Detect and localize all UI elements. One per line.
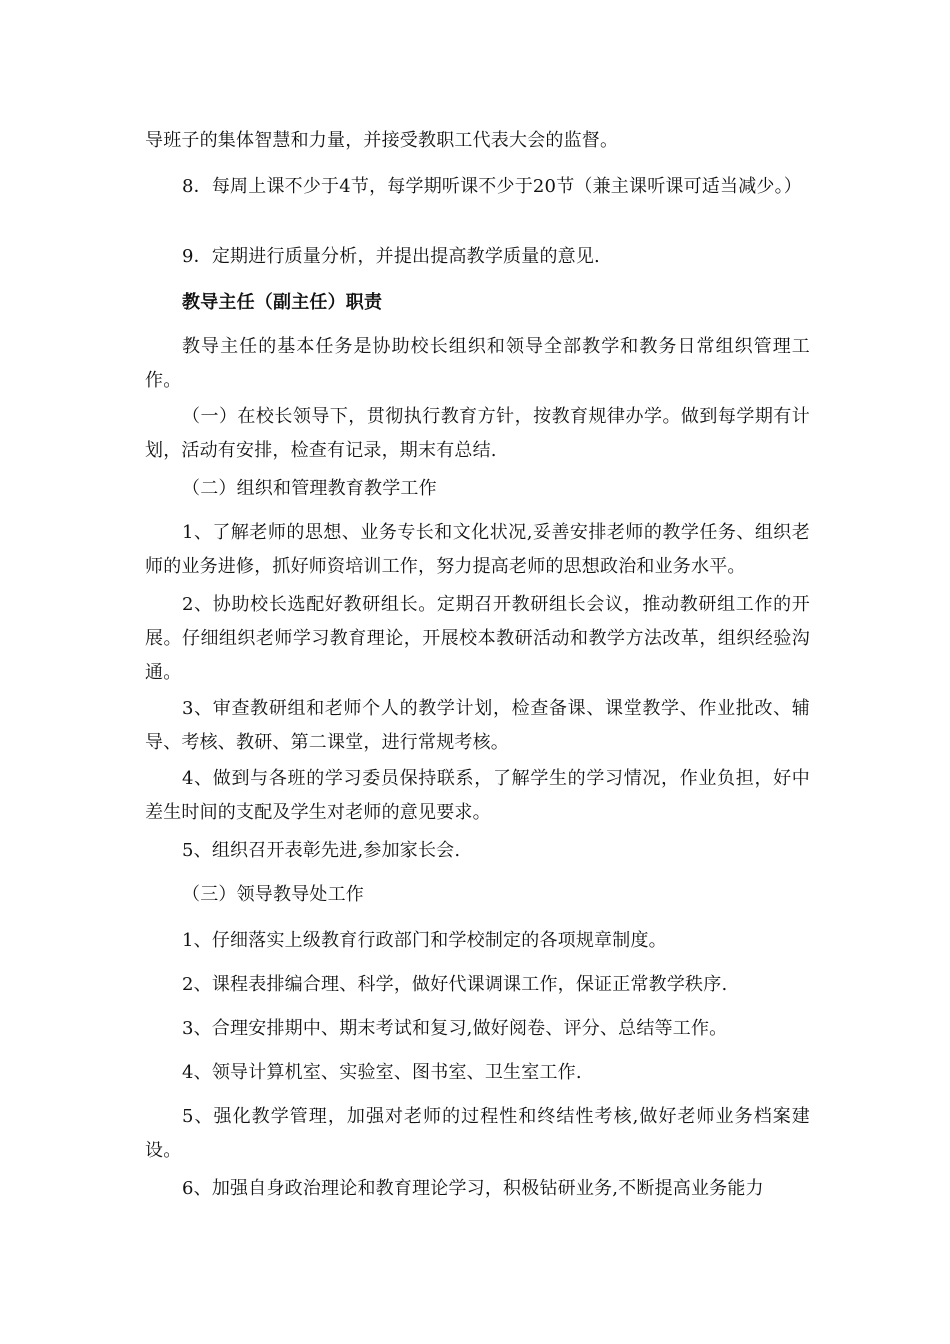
paragraph-part-1: （一）在校长领导下，贯彻执行教育方针，按教育规律办学。做到每学期有计划，活动有安排，检查有记录，期末有总结.: [145, 406, 810, 461]
paragraph-item-8: 8．每周上课不少于4节，每学期听课不少于20节（兼主课听课可适当减少。）: [182, 176, 803, 197]
paragraph-2-item-2: 2、协助校长选配好教研组长。定期召开教研组长会议，推动教研组工作的开展。仔细组织老师学习教育理论，开展校本教研活动和教学方法改革，组织经验沟通。: [145, 594, 810, 683]
paragraph-3-item-2: 2、课程表排编合理、科学，做好代课调课工作，保证正常教学秩序.: [182, 974, 728, 995]
paragraph-3-item-1: 1、仔细落实上级教育行政部门和学校制定的各项规章制度。: [182, 930, 667, 951]
paragraph-supervision: 导班子的集体智慧和力量，并接受教职工代表大会的监督。: [145, 130, 619, 151]
paragraph-basic-task: 教导主任的基本任务是协助校长组织和领导全部教学和教务日常组织管理工作。: [145, 336, 810, 391]
paragraph-item-9: 9．定期进行质量分析，并提出提高教学质量的意见.: [182, 246, 600, 267]
paragraph-3-item-5: 5、强化教学管理，加强对老师的过程性和终结性考核,做好老师业务档案建设。: [145, 1106, 810, 1161]
paragraph-2-item-5: 5、组织召开表彰先进,参加家长会.: [182, 840, 461, 861]
paragraph-2-item-4: 4、做到与各班的学习委员保持联系，了解学生的学习情况，作业负担，好中差生时间的支配及学生对老师的意见要求。: [145, 768, 810, 823]
paragraph-2-item-3: 3、审查教研组和老师个人的教学计划，检查备课、课堂教学、作业批改、辅导、考核、教研、第二课堂，进行常规考核。: [145, 698, 810, 753]
paragraph-3-item-6: 6、加强自身政治理论和教育理论学习，积极钻研业务,不断提高业务能力: [182, 1178, 764, 1199]
subsection-heading-3: （三）领导教导处工作: [182, 884, 364, 905]
paragraph-3-item-3: 3、合理安排期中、期末考试和复习,做好阅卷、评分、总结等工作。: [182, 1018, 728, 1039]
subsection-heading-2: （二）组织和管理教育教学工作: [182, 478, 437, 499]
paragraph-3-item-4: 4、领导计算机室、实验室、图书室、卫生室工作.: [182, 1062, 582, 1083]
paragraph-2-item-1: 1、了解老师的思想、业务专长和文化状况,妥善安排老师的教学任务、组织老师的业务进修，抓好师资培训工作，努力提高老师的思想政治和业务水平。: [145, 522, 810, 577]
section-heading: 教导主任（副主任）职责: [182, 292, 383, 313]
